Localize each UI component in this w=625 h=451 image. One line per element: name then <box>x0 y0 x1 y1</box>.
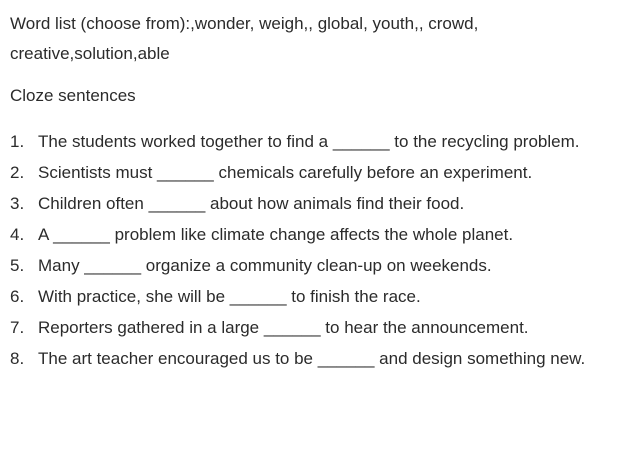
sentence-number: 1. <box>10 132 25 151</box>
sentence-text: Many ______ organize a community clean-up on weekends. <box>38 256 492 275</box>
sentence-item <box>10 250 618 281</box>
sentence-number: 5. <box>10 256 25 275</box>
sentence-item <box>10 281 618 312</box>
sentence-item <box>10 157 618 188</box>
sentence-number: 8. <box>10 349 25 368</box>
sentence-number: 4. <box>10 225 25 244</box>
word-list: Word list (choose from):,wonder, weigh,, global, youth,, crowd, creative,solution,able <box>10 14 479 63</box>
sentence-list <box>10 126 615 374</box>
sentence-text: Scientists must ______ chemicals carefully before an experiment. <box>38 163 533 182</box>
sentence-number: 7. <box>10 318 25 337</box>
cloze-title: Cloze sentences <box>10 86 136 105</box>
sentence-text: The students worked together to find a ______ to the recycling problem. <box>38 132 580 151</box>
sentence-text: With practice, she will be ______ to finish the race. <box>38 287 421 306</box>
sentence-item <box>10 188 618 219</box>
sentence-text: Reporters gathered in a large ______ to hear the announcement. <box>38 318 529 337</box>
sentence-item <box>10 219 618 250</box>
sentence-number: 3. <box>10 194 25 213</box>
sentence-number: 6. <box>10 287 25 306</box>
sentence-text: Children often ______ about how animals find their food. <box>38 194 465 213</box>
sentence-text: A ______ problem like climate change affects the whole planet. <box>38 225 514 244</box>
sentence-item <box>10 312 618 343</box>
sentence-item <box>10 126 618 157</box>
sentence-text: The art teacher encouraged us to be ______ and design something new. <box>38 349 586 368</box>
sentence-item <box>10 343 618 374</box>
sentence-number: 2. <box>10 163 25 182</box>
